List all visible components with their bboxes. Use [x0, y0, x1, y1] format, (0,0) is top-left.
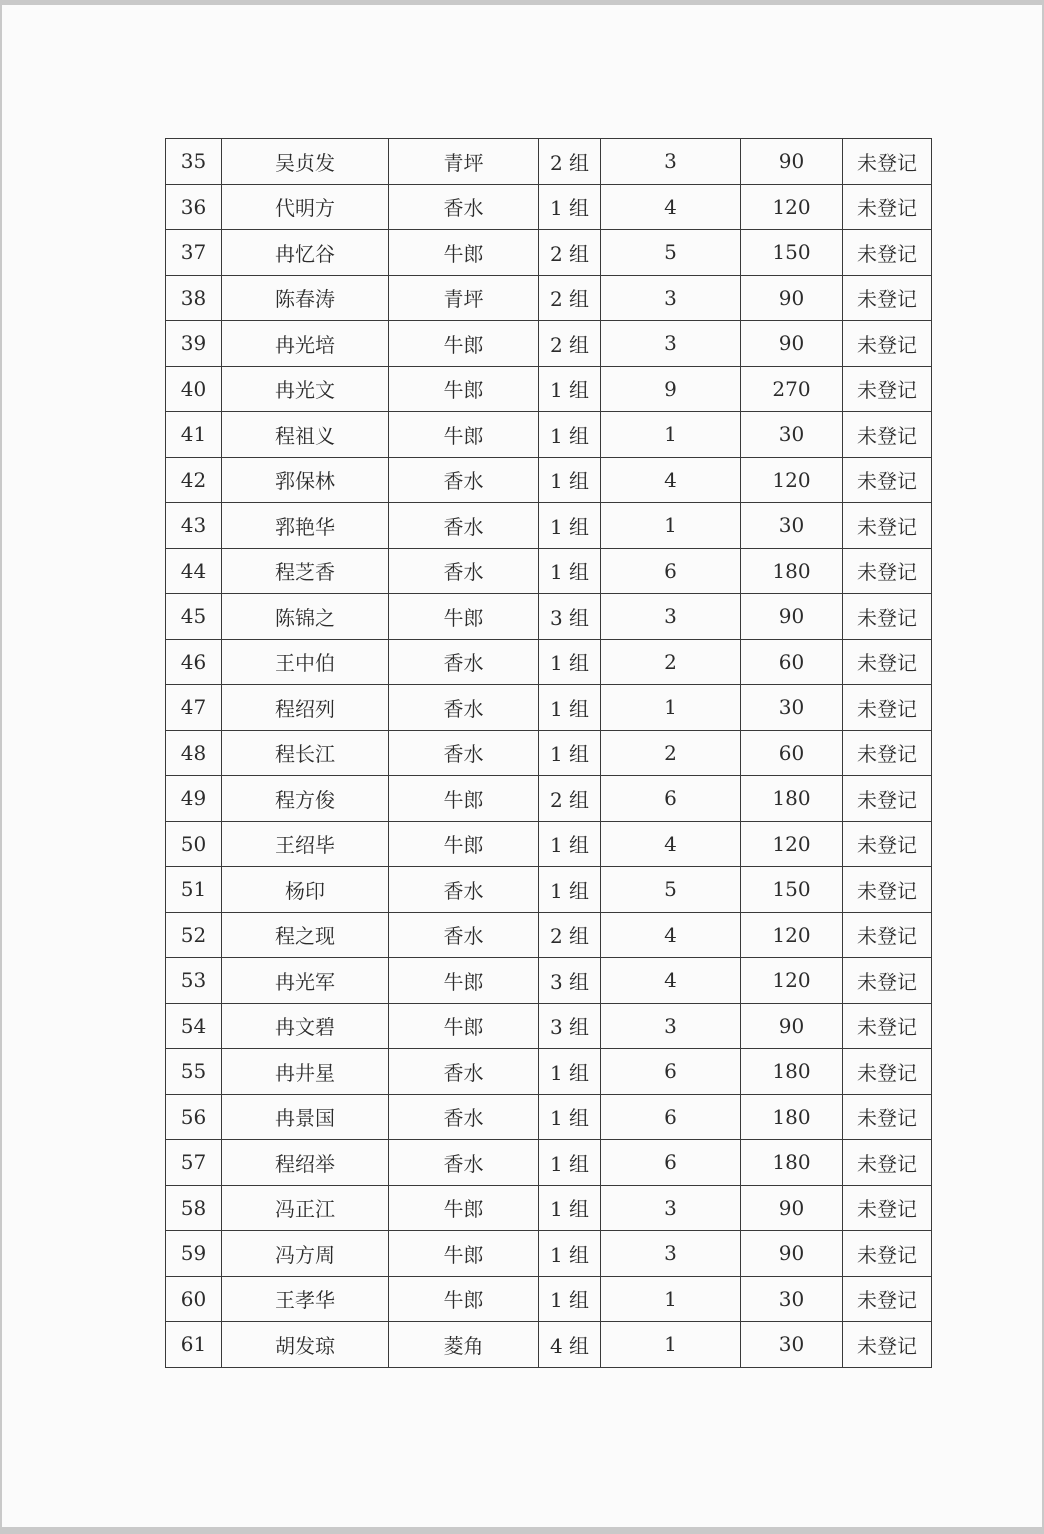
cell-name: 郛艳华	[222, 503, 389, 549]
cell-name: 程芝香	[222, 548, 389, 594]
cell-village: 香水	[389, 685, 539, 731]
cell-count: 3	[601, 1231, 741, 1277]
cell-name: 杨印	[222, 867, 389, 913]
cell-status: 未登记	[843, 230, 932, 276]
cell-village: 牛郎	[389, 1276, 539, 1322]
cell-status: 未登记	[843, 1276, 932, 1322]
cell-amount: 30	[741, 1322, 843, 1368]
cell-count: 3	[601, 321, 741, 367]
cell-status: 未登记	[843, 1185, 932, 1231]
cell-count: 4	[601, 184, 741, 230]
cell-number: 41	[166, 412, 222, 458]
cell-amount: 180	[741, 1140, 843, 1186]
cell-group: 1 组	[539, 412, 601, 458]
document-page	[2, 5, 1042, 1527]
cell-name: 胡发琼	[222, 1322, 389, 1368]
cell-number: 56	[166, 1094, 222, 1140]
cell-group: 1 组	[539, 457, 601, 503]
cell-count: 3	[601, 594, 741, 640]
cell-status: 未登记	[843, 594, 932, 640]
table-row	[166, 230, 932, 276]
table-row	[166, 958, 932, 1004]
cell-name: 程长江	[222, 730, 389, 776]
table-row	[166, 912, 932, 958]
cell-number: 43	[166, 503, 222, 549]
cell-group: 2 组	[539, 230, 601, 276]
table-row	[166, 1322, 932, 1368]
table-row	[166, 366, 932, 412]
cell-status: 未登记	[843, 867, 932, 913]
table-row	[166, 730, 932, 776]
cell-count: 1	[601, 412, 741, 458]
table-row	[166, 321, 932, 367]
cell-status: 未登记	[843, 184, 932, 230]
cell-status: 未登记	[843, 912, 932, 958]
cell-village: 香水	[389, 867, 539, 913]
table-row	[166, 867, 932, 913]
cell-name: 陈锦之	[222, 594, 389, 640]
cell-amount: 180	[741, 548, 843, 594]
cell-status: 未登记	[843, 457, 932, 503]
cell-count: 1	[601, 503, 741, 549]
cell-name: 王孝华	[222, 1276, 389, 1322]
cell-number: 38	[166, 275, 222, 321]
cell-name: 冉光军	[222, 958, 389, 1004]
cell-amount: 150	[741, 230, 843, 276]
cell-group: 2 组	[539, 139, 601, 185]
cell-number: 55	[166, 1049, 222, 1095]
cell-status: 未登记	[843, 1322, 932, 1368]
cell-village: 牛郎	[389, 230, 539, 276]
cell-number: 47	[166, 685, 222, 731]
cell-count: 1	[601, 1276, 741, 1322]
cell-amount: 270	[741, 366, 843, 412]
cell-amount: 120	[741, 958, 843, 1004]
cell-group: 2 组	[539, 321, 601, 367]
cell-village: 青坪	[389, 275, 539, 321]
table-row	[166, 1276, 932, 1322]
cell-name: 王中伯	[222, 639, 389, 685]
cell-count: 4	[601, 912, 741, 958]
cell-amount: 30	[741, 1276, 843, 1322]
cell-number: 53	[166, 958, 222, 1004]
cell-name: 冉光文	[222, 366, 389, 412]
cell-village: 香水	[389, 1094, 539, 1140]
cell-group: 3 组	[539, 594, 601, 640]
cell-number: 40	[166, 366, 222, 412]
cell-village: 牛郎	[389, 958, 539, 1004]
cell-village: 香水	[389, 457, 539, 503]
cell-village: 香水	[389, 184, 539, 230]
cell-status: 未登记	[843, 275, 932, 321]
cell-village: 香水	[389, 1049, 539, 1095]
cell-count: 4	[601, 958, 741, 1004]
cell-name: 吴贞发	[222, 139, 389, 185]
cell-group: 3 组	[539, 958, 601, 1004]
cell-group: 1 组	[539, 685, 601, 731]
cell-count: 5	[601, 867, 741, 913]
cell-count: 6	[601, 1094, 741, 1140]
cell-name: 冉光培	[222, 321, 389, 367]
table-row	[166, 1185, 932, 1231]
cell-group: 1 组	[539, 1231, 601, 1277]
cell-count: 6	[601, 548, 741, 594]
cell-number: 39	[166, 321, 222, 367]
cell-number: 46	[166, 639, 222, 685]
cell-number: 48	[166, 730, 222, 776]
cell-count: 6	[601, 1049, 741, 1095]
cell-group: 1 组	[539, 184, 601, 230]
cell-group: 1 组	[539, 821, 601, 867]
cell-group: 1 组	[539, 639, 601, 685]
table-row	[166, 1094, 932, 1140]
cell-group: 2 组	[539, 776, 601, 822]
cell-village: 香水	[389, 1140, 539, 1186]
cell-status: 未登记	[843, 366, 932, 412]
cell-group: 1 组	[539, 1185, 601, 1231]
cell-name: 冯正江	[222, 1185, 389, 1231]
cell-status: 未登记	[843, 1003, 932, 1049]
cell-group: 1 组	[539, 1140, 601, 1186]
cell-count: 6	[601, 776, 741, 822]
cell-village: 牛郎	[389, 821, 539, 867]
cell-name: 郛保林	[222, 457, 389, 503]
cell-group: 2 组	[539, 912, 601, 958]
cell-name: 冉忆谷	[222, 230, 389, 276]
cell-status: 未登记	[843, 1140, 932, 1186]
cell-count: 6	[601, 1140, 741, 1186]
cell-village: 菱角	[389, 1322, 539, 1368]
cell-group: 1 组	[539, 1094, 601, 1140]
cell-name: 冉文碧	[222, 1003, 389, 1049]
cell-count: 1	[601, 685, 741, 731]
cell-name: 代明方	[222, 184, 389, 230]
table-row	[166, 548, 932, 594]
cell-status: 未登记	[843, 958, 932, 1004]
cell-amount: 90	[741, 1003, 843, 1049]
cell-number: 45	[166, 594, 222, 640]
cell-number: 44	[166, 548, 222, 594]
cell-status: 未登记	[843, 321, 932, 367]
cell-amount: 60	[741, 639, 843, 685]
cell-status: 未登记	[843, 1094, 932, 1140]
cell-status: 未登记	[843, 1231, 932, 1277]
cell-village: 牛郎	[389, 776, 539, 822]
cell-number: 57	[166, 1140, 222, 1186]
cell-village: 青坪	[389, 139, 539, 185]
cell-count: 3	[601, 139, 741, 185]
cell-number: 35	[166, 139, 222, 185]
table-row	[166, 821, 932, 867]
cell-name: 程祖义	[222, 412, 389, 458]
cell-amount: 120	[741, 457, 843, 503]
cell-group: 1 组	[539, 503, 601, 549]
cell-village: 牛郎	[389, 366, 539, 412]
cell-number: 50	[166, 821, 222, 867]
cell-status: 未登记	[843, 503, 932, 549]
cell-group: 1 组	[539, 1276, 601, 1322]
cell-status: 未登记	[843, 1049, 932, 1095]
cell-village: 牛郎	[389, 594, 539, 640]
cell-count: 3	[601, 275, 741, 321]
cell-number: 59	[166, 1231, 222, 1277]
cell-group: 1 组	[539, 548, 601, 594]
table-row	[166, 503, 932, 549]
table-row	[166, 594, 932, 640]
cell-village: 香水	[389, 548, 539, 594]
record-table-body	[166, 139, 932, 1368]
cell-amount: 90	[741, 139, 843, 185]
cell-number: 52	[166, 912, 222, 958]
cell-status: 未登记	[843, 412, 932, 458]
cell-name: 冉景国	[222, 1094, 389, 1140]
cell-name: 程绍列	[222, 685, 389, 731]
cell-count: 3	[601, 1003, 741, 1049]
cell-amount: 180	[741, 776, 843, 822]
cell-amount: 90	[741, 321, 843, 367]
table-row	[166, 639, 932, 685]
cell-number: 61	[166, 1322, 222, 1368]
cell-name: 程方俊	[222, 776, 389, 822]
cell-amount: 90	[741, 594, 843, 640]
cell-number: 42	[166, 457, 222, 503]
cell-amount: 180	[741, 1049, 843, 1095]
cell-amount: 30	[741, 412, 843, 458]
table-row	[166, 685, 932, 731]
cell-amount: 90	[741, 1231, 843, 1277]
cell-village: 香水	[389, 639, 539, 685]
cell-village: 牛郎	[389, 1231, 539, 1277]
cell-group: 1 组	[539, 730, 601, 776]
table-row	[166, 1231, 932, 1277]
cell-name: 王绍毕	[222, 821, 389, 867]
cell-amount: 120	[741, 821, 843, 867]
table-row	[166, 412, 932, 458]
table-row	[166, 1049, 932, 1095]
cell-number: 60	[166, 1276, 222, 1322]
cell-village: 香水	[389, 730, 539, 776]
cell-count: 3	[601, 1185, 741, 1231]
cell-amount: 180	[741, 1094, 843, 1140]
cell-village: 牛郎	[389, 321, 539, 367]
table-row	[166, 457, 932, 503]
cell-group: 2 组	[539, 275, 601, 321]
cell-amount: 30	[741, 503, 843, 549]
cell-count: 2	[601, 639, 741, 685]
cell-count: 2	[601, 730, 741, 776]
cell-village: 香水	[389, 912, 539, 958]
cell-count: 5	[601, 230, 741, 276]
cell-name: 冯方周	[222, 1231, 389, 1277]
table-row	[166, 1003, 932, 1049]
cell-group: 1 组	[539, 867, 601, 913]
cell-number: 37	[166, 230, 222, 276]
cell-amount: 30	[741, 685, 843, 731]
cell-name: 程绍举	[222, 1140, 389, 1186]
cell-amount: 120	[741, 184, 843, 230]
cell-number: 58	[166, 1185, 222, 1231]
cell-number: 51	[166, 867, 222, 913]
record-table	[165, 138, 932, 1368]
cell-village: 香水	[389, 503, 539, 549]
cell-village: 牛郎	[389, 1185, 539, 1231]
table-row	[166, 139, 932, 185]
cell-count: 1	[601, 1322, 741, 1368]
cell-status: 未登记	[843, 548, 932, 594]
cell-count: 4	[601, 821, 741, 867]
cell-status: 未登记	[843, 821, 932, 867]
table-row	[166, 1140, 932, 1186]
cell-amount: 90	[741, 1185, 843, 1231]
cell-count: 4	[601, 457, 741, 503]
cell-village: 牛郎	[389, 412, 539, 458]
cell-status: 未登记	[843, 639, 932, 685]
cell-amount: 60	[741, 730, 843, 776]
cell-amount: 90	[741, 275, 843, 321]
cell-number: 49	[166, 776, 222, 822]
cell-amount: 150	[741, 867, 843, 913]
cell-group: 1 组	[539, 1049, 601, 1095]
cell-amount: 120	[741, 912, 843, 958]
cell-group: 4 组	[539, 1322, 601, 1368]
cell-status: 未登记	[843, 776, 932, 822]
cell-name: 程之现	[222, 912, 389, 958]
cell-group: 3 组	[539, 1003, 601, 1049]
cell-name: 冉井星	[222, 1049, 389, 1095]
cell-name: 陈春涛	[222, 275, 389, 321]
cell-count: 9	[601, 366, 741, 412]
cell-village: 牛郎	[389, 1003, 539, 1049]
cell-status: 未登记	[843, 139, 932, 185]
cell-status: 未登记	[843, 730, 932, 776]
cell-number: 36	[166, 184, 222, 230]
table-row	[166, 275, 932, 321]
table-row	[166, 776, 932, 822]
cell-number: 54	[166, 1003, 222, 1049]
cell-group: 1 组	[539, 366, 601, 412]
table-row	[166, 184, 932, 230]
cell-status: 未登记	[843, 685, 932, 731]
